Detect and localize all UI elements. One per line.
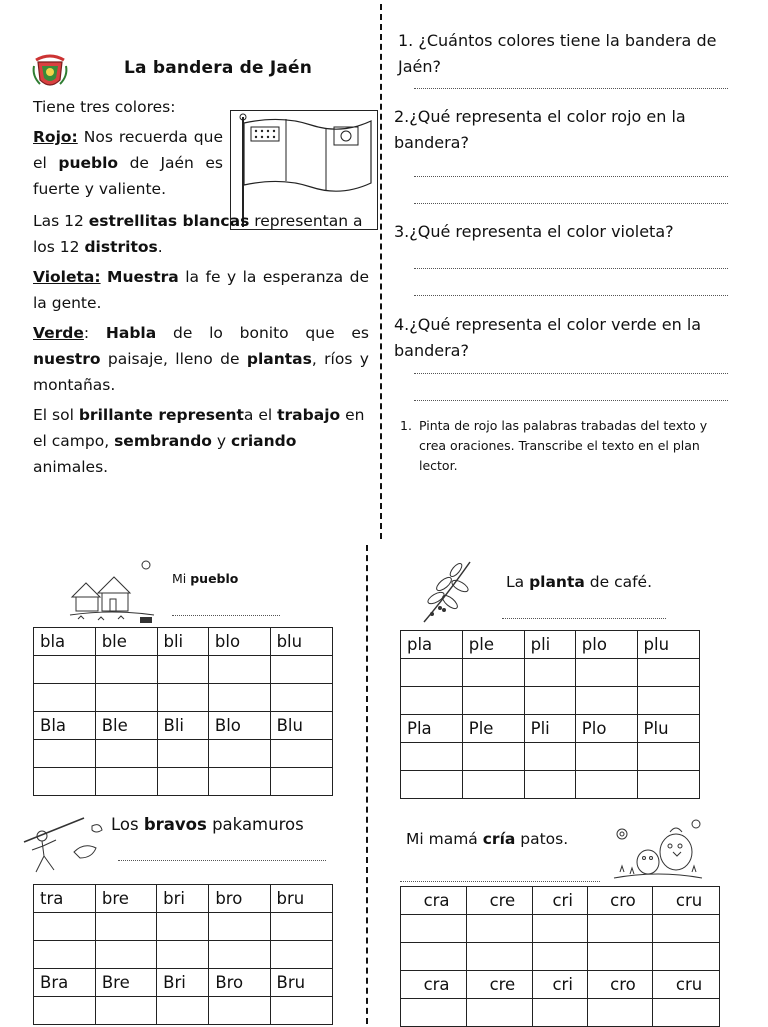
empty-cell[interactable]: [95, 941, 156, 969]
empty-cell[interactable]: [637, 659, 699, 687]
table-row: [34, 740, 333, 768]
empty-cell[interactable]: [653, 943, 720, 971]
village-illustration: [68, 557, 156, 625]
empty-cell[interactable]: [467, 999, 533, 1027]
question-2: [394, 104, 734, 156]
distritos-bold: distritos: [84, 238, 158, 256]
table-cell: Bri: [157, 969, 209, 997]
bottom-column-divider: [366, 545, 368, 1024]
cria-heading-text-2: patos.: [515, 830, 569, 848]
syllable-table-pl: [400, 630, 700, 799]
table-cell: cru: [653, 971, 720, 999]
table-row: [401, 631, 700, 659]
answer-line[interactable]: [414, 400, 728, 401]
empty-cell[interactable]: [208, 740, 270, 768]
empty-cell[interactable]: [587, 943, 652, 971]
verde-colon: :: [83, 324, 106, 342]
table-cell: bri: [157, 885, 209, 913]
table-cell: pli: [524, 631, 575, 659]
rojo-bold: pueblo: [58, 154, 119, 172]
empty-cell[interactable]: [532, 915, 587, 943]
page-title: La bandera de Jaén: [124, 58, 313, 78]
table-cell: Bro: [209, 969, 270, 997]
rojo-label: Rojo:: [33, 128, 78, 146]
empty-cell[interactable]: [401, 659, 463, 687]
coat-of-arms-logo: [30, 52, 70, 92]
answer-line[interactable]: [414, 88, 728, 89]
table-cell: bro: [209, 885, 270, 913]
empty-cell[interactable]: [95, 684, 157, 712]
empty-cell[interactable]: [532, 943, 587, 971]
table-cell: Bli: [157, 712, 208, 740]
empty-cell[interactable]: [270, 740, 332, 768]
answer-line[interactable]: [414, 295, 728, 296]
table-row: [401, 943, 720, 971]
empty-cell[interactable]: [157, 997, 209, 1025]
bravos-heading-text: Los: [111, 815, 144, 834]
empty-cell[interactable]: [524, 687, 575, 715]
table-row: [401, 743, 700, 771]
planta-heading: [506, 573, 652, 591]
table-cell: Bla: [34, 712, 96, 740]
empty-cell[interactable]: [401, 687, 463, 715]
verde-label: Verde: [33, 324, 84, 342]
empty-cell[interactable]: [462, 771, 524, 799]
pueblo-heading-bold: pueblo: [190, 571, 239, 586]
table-row: [34, 684, 333, 712]
empty-cell[interactable]: [575, 743, 637, 771]
question-text: ¿Qué representa el color verde en la bandera?: [394, 315, 702, 360]
table-row: [34, 913, 333, 941]
table-cell: pla: [401, 631, 463, 659]
instruction-text: [400, 416, 730, 476]
table-cell: bru: [270, 885, 332, 913]
empty-cell[interactable]: [34, 684, 96, 712]
table-row: [401, 971, 720, 999]
table-row: [34, 969, 333, 997]
empty-cell[interactable]: [157, 941, 209, 969]
brillante-bold: brillante represent: [78, 406, 244, 424]
answer-line[interactable]: [400, 881, 600, 882]
sol-text-4: y: [211, 432, 231, 450]
empty-cell[interactable]: [157, 656, 208, 684]
chicks-illustration: [610, 812, 706, 884]
empty-cell[interactable]: [34, 941, 96, 969]
table-row: [34, 628, 333, 656]
question-number: 2.: [394, 107, 410, 126]
instruction-number: 1.: [400, 418, 412, 433]
estrellas-bold: estrellitas blancas: [88, 212, 250, 230]
empty-cell[interactable]: [462, 743, 524, 771]
verde-text-2: paisaje, lleno de: [100, 350, 247, 368]
table-cell: plo: [575, 631, 637, 659]
answer-line[interactable]: [502, 618, 666, 619]
empty-cell[interactable]: [467, 915, 533, 943]
violeta-text: la fe y la esperanza de la gente.: [33, 268, 369, 312]
empty-cell[interactable]: [637, 743, 699, 771]
table-cell: bli: [157, 628, 208, 656]
empty-cell[interactable]: [95, 768, 157, 796]
empty-cell[interactable]: [401, 771, 463, 799]
syllable-table-cr: [400, 886, 720, 1027]
empty-cell[interactable]: [637, 687, 699, 715]
top-column-divider: [380, 4, 382, 539]
table-cell: Pli: [524, 715, 575, 743]
cria-heading: [406, 830, 568, 848]
empty-cell[interactable]: [208, 768, 270, 796]
table-cell: blo: [208, 628, 270, 656]
empty-cell[interactable]: [270, 768, 332, 796]
table-cell: Plu: [637, 715, 699, 743]
sembrando-bold: sembrando: [114, 432, 212, 450]
table-row: [34, 656, 333, 684]
empty-cell[interactable]: [157, 768, 208, 796]
empty-cell[interactable]: [95, 740, 157, 768]
bravos-heading-bold: bravos: [143, 815, 207, 834]
answer-line[interactable]: [118, 860, 326, 861]
empty-cell[interactable]: [34, 740, 96, 768]
empty-cell[interactable]: [209, 941, 270, 969]
question-text: ¿Cuántos colores tiene la bandera de Jaén?: [398, 31, 717, 76]
answer-line[interactable]: [414, 268, 728, 269]
question-4: [394, 312, 734, 364]
empty-cell[interactable]: [401, 943, 467, 971]
empty-cell[interactable]: [34, 913, 96, 941]
warrior-illustration: [14, 812, 106, 878]
nuestro-bold: nuestro: [33, 350, 101, 368]
empty-cell[interactable]: [270, 656, 332, 684]
estrellas-text-2: representan a los 12: [33, 212, 363, 256]
answer-line[interactable]: [414, 176, 728, 177]
empty-cell[interactable]: [157, 684, 208, 712]
table-cell: cre: [467, 887, 533, 915]
table-cell: cri: [532, 887, 587, 915]
table-cell: Bru: [270, 969, 332, 997]
table-cell: ble: [95, 628, 157, 656]
question-3: [394, 219, 734, 245]
rojo-paragraph: [33, 124, 223, 202]
verde-text: de lo bonito que es: [156, 324, 369, 342]
table-cell: Bra: [34, 969, 96, 997]
question-number: 4.: [394, 315, 410, 334]
planta-heading-text: La: [506, 573, 530, 591]
table-cell: cri: [532, 971, 587, 999]
empty-cell[interactable]: [401, 915, 467, 943]
answer-line[interactable]: [172, 615, 280, 616]
trabajo-bold: trabajo: [277, 406, 341, 424]
verde-bold: Habla: [105, 324, 157, 342]
empty-cell[interactable]: [467, 943, 533, 971]
table-row: [401, 715, 700, 743]
empty-cell[interactable]: [208, 656, 270, 684]
violeta-paragraph: [33, 264, 369, 316]
answer-line[interactable]: [414, 203, 728, 204]
sol-text-5: animales.: [33, 458, 109, 476]
table-cell: ple: [462, 631, 524, 659]
intro-text: Tiene tres colores:: [33, 98, 176, 116]
plantas-bold: plantas: [246, 350, 312, 368]
empty-cell[interactable]: [270, 997, 332, 1025]
table-row: [34, 941, 333, 969]
empty-cell[interactable]: [95, 913, 156, 941]
table-row: [401, 887, 720, 915]
table-cell: tra: [34, 885, 96, 913]
table-cell: Pla: [401, 715, 463, 743]
empty-cell[interactable]: [270, 941, 332, 969]
table-row: [34, 997, 333, 1025]
empty-cell[interactable]: [462, 659, 524, 687]
table-cell: Plo: [575, 715, 637, 743]
criando-bold: criando: [230, 432, 297, 450]
table-cell: Blo: [208, 712, 270, 740]
table-cell: cro: [587, 887, 652, 915]
question-1: [398, 28, 738, 80]
rojo-text-2: de Jaén es fuerte y valiente.: [33, 154, 223, 198]
syllable-table-bl: [33, 627, 333, 796]
empty-cell[interactable]: [95, 997, 156, 1025]
empty-cell[interactable]: [575, 659, 637, 687]
table-row: [401, 915, 720, 943]
empty-cell[interactable]: [34, 997, 96, 1025]
table-cell: cra: [401, 887, 467, 915]
table-row: [34, 885, 333, 913]
empty-cell[interactable]: [401, 743, 463, 771]
cria-heading-bold: cría: [482, 830, 516, 848]
sol-text-2: a el: [243, 406, 278, 424]
verde-paragraph: [33, 320, 369, 398]
empty-cell[interactable]: [208, 684, 270, 712]
estrellas-paragraph: [33, 208, 369, 260]
table-cell: plu: [637, 631, 699, 659]
table-cell: Blu: [270, 712, 332, 740]
empty-cell[interactable]: [524, 771, 575, 799]
table-cell: cro: [587, 971, 652, 999]
question-text: ¿Qué representa el color rojo en la bandera?: [394, 107, 686, 152]
violeta-label: Violeta:: [33, 268, 101, 286]
table-cell: bla: [34, 628, 96, 656]
coffee-plant-illustration: [418, 556, 478, 626]
planta-heading-text-2: de café.: [584, 573, 653, 591]
empty-cell[interactable]: [532, 999, 587, 1027]
table-row: [34, 712, 333, 740]
instruction-body: Pinta de rojo las palabras trabadas del texto y crea oraciones. Transcribe el texto en el plan lector.: [419, 418, 708, 473]
empty-cell[interactable]: [209, 913, 270, 941]
table-cell: cre: [467, 971, 533, 999]
empty-cell[interactable]: [34, 656, 96, 684]
empty-cell[interactable]: [524, 659, 575, 687]
empty-cell[interactable]: [34, 768, 96, 796]
empty-cell[interactable]: [95, 656, 157, 684]
empty-cell[interactable]: [637, 771, 699, 799]
sol-text: El sol: [33, 406, 79, 424]
empty-cell[interactable]: [270, 684, 332, 712]
table-row: [34, 768, 333, 796]
answer-line[interactable]: [414, 373, 728, 374]
table-cell: blu: [270, 628, 332, 656]
rojo-text: Nos recuerda que el: [33, 128, 223, 172]
empty-cell[interactable]: [270, 913, 332, 941]
question-text: ¿Qué representa el color violeta?: [409, 222, 674, 241]
empty-cell[interactable]: [575, 687, 637, 715]
planta-heading-bold: planta: [529, 573, 585, 591]
empty-cell[interactable]: [401, 999, 467, 1027]
empty-cell[interactable]: [653, 999, 720, 1027]
table-row: [401, 771, 700, 799]
syllable-table-tr: [33, 884, 333, 1025]
question-number: 1.: [398, 31, 414, 50]
empty-cell[interactable]: [587, 915, 652, 943]
table-row: [401, 999, 720, 1027]
table-cell: cru: [653, 887, 720, 915]
table-row: [401, 659, 700, 687]
verde-text-3: , ríos y montañas.: [33, 350, 369, 394]
sol-paragraph: [33, 402, 373, 480]
empty-cell[interactable]: [157, 913, 209, 941]
pueblo-heading-text: Mi: [172, 571, 191, 586]
empty-cell[interactable]: [653, 915, 720, 943]
empty-cell[interactable]: [575, 771, 637, 799]
pueblo-heading: [172, 571, 238, 586]
bravos-heading: [111, 815, 304, 834]
sol-text-3: en el campo,: [33, 406, 365, 450]
empty-cell[interactable]: [524, 743, 575, 771]
table-cell: Bre: [95, 969, 156, 997]
estrellas-end: .: [157, 238, 163, 256]
table-row: [401, 687, 700, 715]
empty-cell[interactable]: [462, 687, 524, 715]
empty-cell[interactable]: [157, 740, 208, 768]
estrellas-text: Las 12: [33, 212, 89, 230]
table-cell: cra: [401, 971, 467, 999]
table-cell: Ple: [462, 715, 524, 743]
question-number: 3.: [394, 222, 410, 241]
empty-cell[interactable]: [209, 997, 270, 1025]
table-cell: Ble: [95, 712, 157, 740]
violeta-bold: Muestra: [107, 268, 179, 286]
empty-cell[interactable]: [587, 999, 652, 1027]
cria-heading-text: Mi mamá: [406, 830, 483, 848]
table-cell: bre: [95, 885, 156, 913]
bravos-heading-text-2: pakamuros: [206, 815, 304, 834]
